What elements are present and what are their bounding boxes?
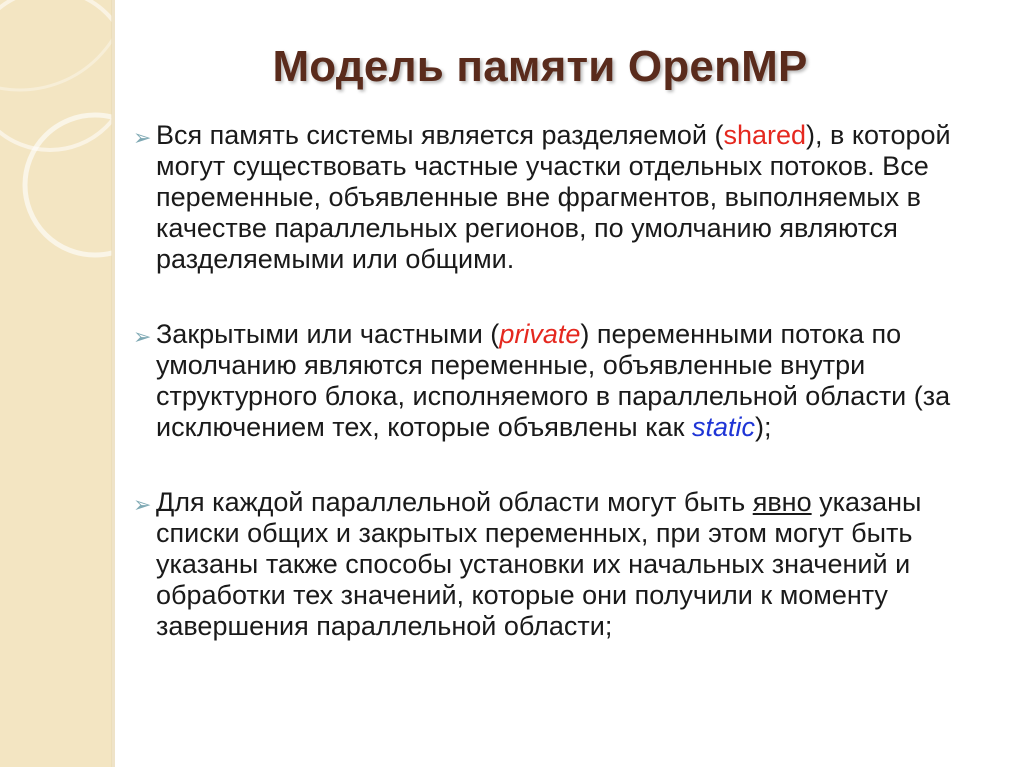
bullet-text: Закрытыми или частными ( (156, 319, 500, 349)
bullet-list (130, 120, 1010, 686)
bullet-item-shared-memory (130, 120, 1010, 275)
bullet-item-private-variables (130, 319, 1010, 443)
bullet-text: Для каждой параллельной области могут быть (156, 487, 753, 517)
bullet-text: ) переменными потока по умолчанию являются переменные, объявленные внутри структурного блока, исполняемого в параллельной области (за исключением тех, которые объявлены как (156, 319, 951, 442)
bullet-item-explicit-lists (130, 487, 1010, 642)
slide-title: Модель памяти OpenMP (272, 42, 808, 91)
arrow-bullet-icon: ➢ (133, 324, 152, 349)
decorative-circles (0, 0, 112, 767)
bullet-text: ); (754, 412, 772, 442)
arrow-bullet-icon: ➢ (133, 492, 152, 517)
bullet-text: Вся память системы является разделяемой ( (156, 120, 724, 150)
keyword-private: private (499, 319, 581, 349)
band-edge-divider (112, 0, 115, 767)
bullet-text: ), в которой могут существовать частные участки отдельных потоков. Все переменные, объявленные вне фрагментов, выполняемых в качестве параллельных регионов, по умолчанию являются разделяемыми или общими. (156, 120, 951, 274)
keyword-shared: shared (723, 120, 807, 150)
bullet-text: указаны списки общих и закрытых переменных, при этом могут быть указаны также способы установки их начальных значений и обработки тех значений, которые они получили к моменту завершения параллельной области; (156, 487, 922, 641)
underlined-word-explicitly: явно (752, 487, 812, 517)
keyword-static: static (691, 412, 755, 442)
arrow-bullet-icon: ➢ (133, 125, 152, 150)
decorative-side-band (0, 0, 112, 767)
